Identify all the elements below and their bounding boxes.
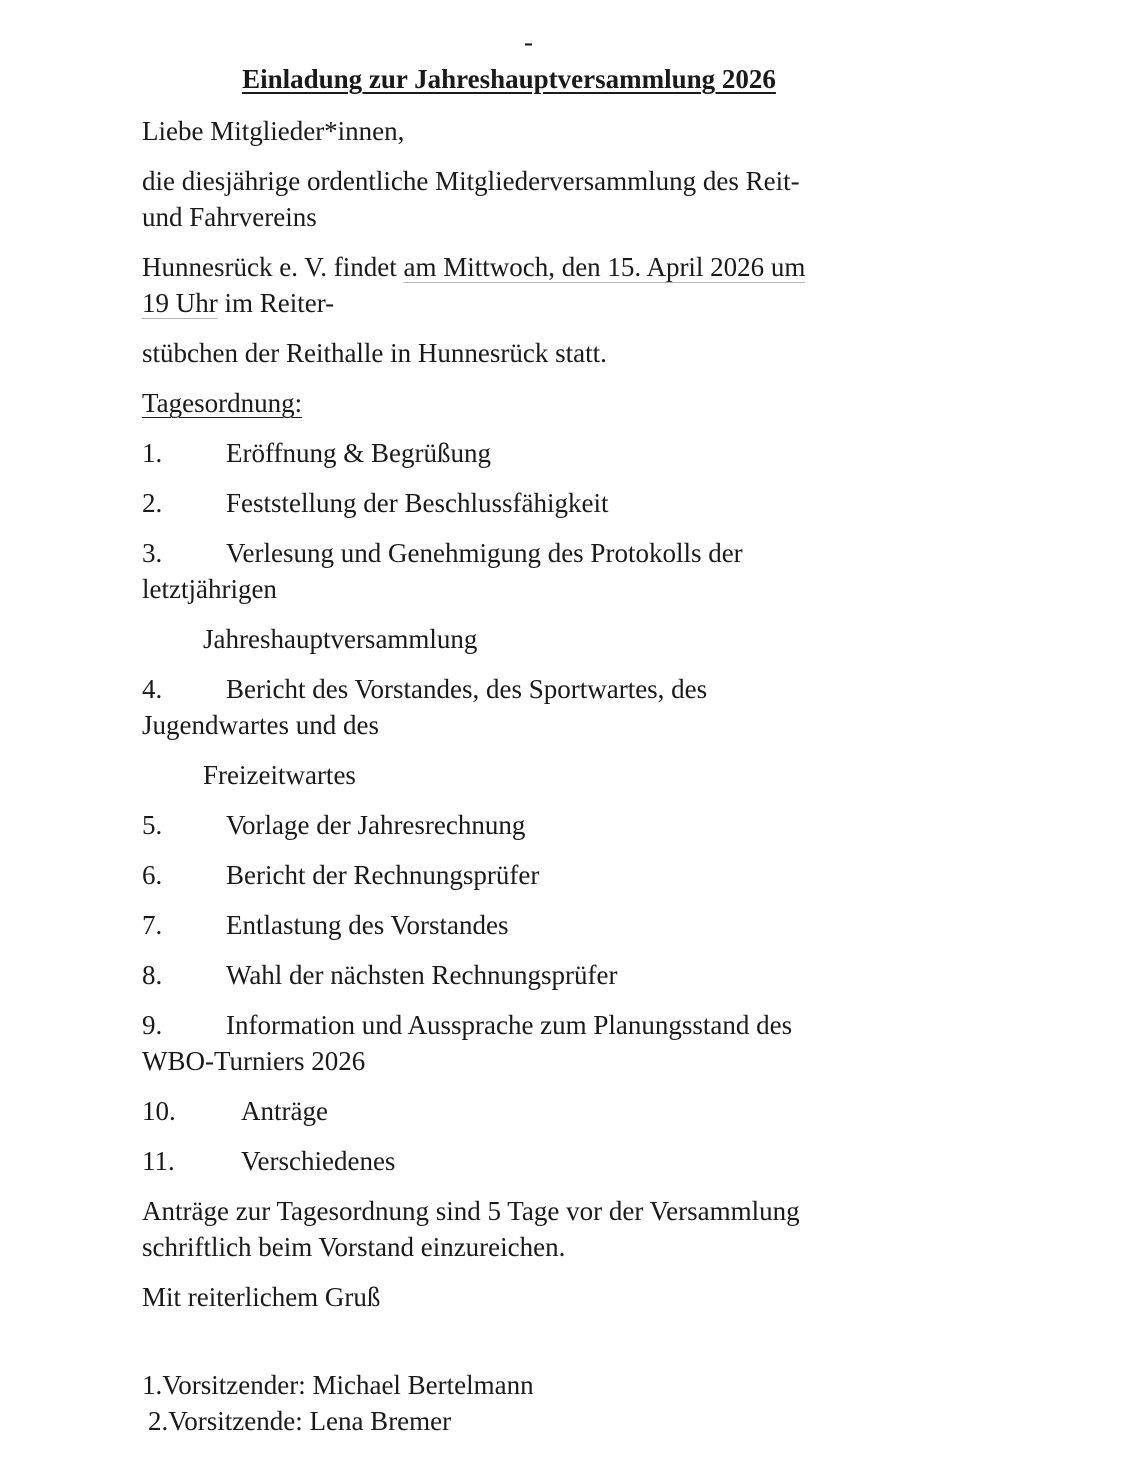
agenda-heading: Tagesordnung: [142, 388, 303, 418]
agenda-item: 7. Entlastung des Vorstandes [142, 910, 509, 940]
agenda-item: 6. Bericht der Rechnungsprüfer [142, 860, 540, 890]
agenda-item-continuation: Jugendwartes und des [142, 710, 379, 740]
agenda-item-continuation: Jahreshauptversammlung [203, 624, 478, 654]
agenda-item-continuation: letztjährigen [142, 574, 277, 604]
notice-line-2: schriftlich beim Vorstand einzureichen. [142, 1232, 566, 1262]
intro-line-5: stübchen der Reithalle in Hunnesrück statt. [142, 338, 607, 368]
signature-first-chair: 1.Vorsitzender: Michael Bertelmann [142, 1370, 534, 1400]
salutation: Liebe Mitglieder*innen, [142, 116, 405, 146]
intro-line-3 [142, 249, 805, 285]
agenda-item: 11. Verschiedenes [142, 1146, 396, 1176]
intro-text: im Reiter- [217, 288, 335, 318]
meeting-time: 19 Uhr [142, 288, 218, 318]
signature-second-chair: 2.Vorsitzende: Lena Bremer [148, 1406, 452, 1436]
agenda-item: 5. Vorlage der Jahresrechnung [142, 810, 526, 840]
intro-line-2: und Fahrvereins [142, 202, 317, 232]
intro-line-4 [142, 285, 334, 321]
page-title: Einladung zur Jahreshauptversammlung 2026 [242, 64, 776, 94]
intro-line-1: die diesjährige ordentliche Mitgliederversammlung des Reit- [142, 166, 800, 196]
agenda-item: 1. Eröffnung & Begrüßung [142, 438, 491, 468]
agenda-item-continuation: Freizeitwartes [203, 760, 356, 790]
agenda-item: 2. Feststellung der Beschlussfähigkeit [142, 488, 609, 518]
agenda-item: 3. Verlesung und Genehmigung des Protokolls der [142, 538, 743, 568]
agenda-item: 4. Bericht des Vorstandes, des Sportwartes, des [142, 674, 708, 704]
agenda-item: 8. Wahl der nächsten Rechnungsprüfer [142, 960, 618, 990]
notice-line-1: Anträge zur Tagesordnung sind 5 Tage vor der Versammlung [142, 1196, 800, 1226]
header-dash: - [524, 27, 533, 57]
agenda-item-continuation: WBO-Turniers 2026 [142, 1046, 366, 1076]
agenda-item: 10. Anträge [142, 1096, 328, 1126]
closing: Mit reiterlichem Gruß [142, 1282, 381, 1312]
meeting-date: am Mittwoch, den 15. April 2026 um [403, 252, 806, 282]
intro-text: Hunnesrück e. V. findet [142, 252, 404, 282]
agenda-item: 9. Information und Aussprache zum Planungsstand des [142, 1010, 793, 1040]
